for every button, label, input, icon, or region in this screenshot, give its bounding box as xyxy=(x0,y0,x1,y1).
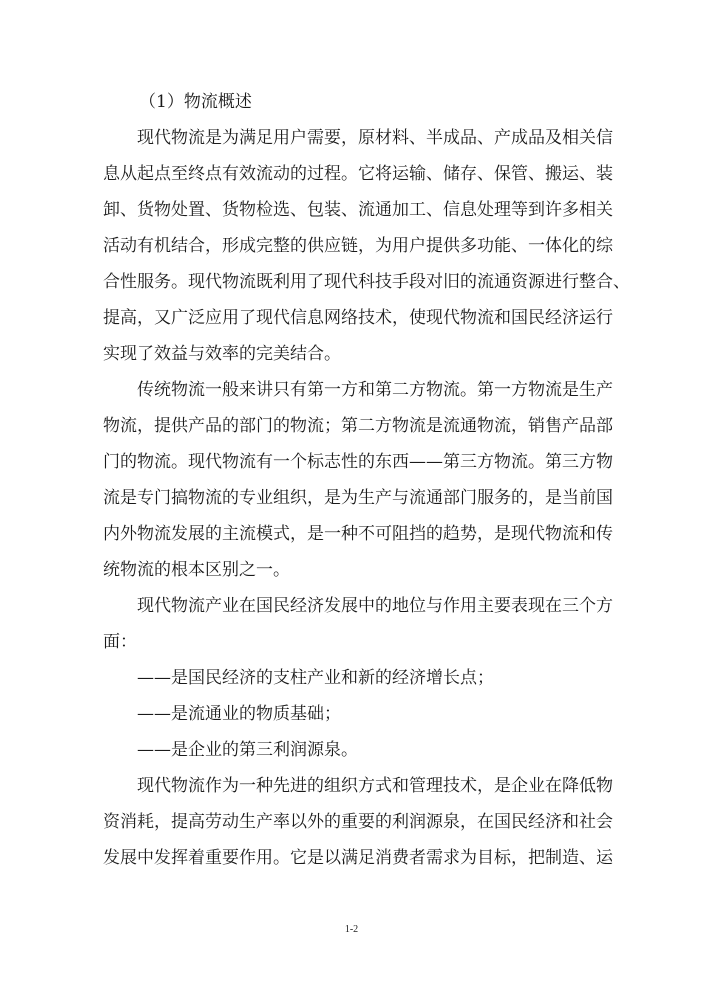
section-heading: （1）物流概述 xyxy=(139,92,252,112)
paragraph-line: 物流，提供产品的部门的物流；第二方物流是流通物流，销售产品部 xyxy=(103,416,613,436)
paragraph-line: 流是专门搞物流的专业组织，是为生产与流通部门服务的，是当前国 xyxy=(103,488,613,508)
paragraph-line: 提高，又广泛应用了现代信息网络技术，使现代物流和国民经济运行 xyxy=(103,308,613,328)
paragraph-line: 门的物流。现代物流有一个标志性的东西——第三方物流。第三方物 xyxy=(103,452,613,472)
paragraph-line: 现代物流是为满足用户需要，原材料、半成品、产成品及相关信 xyxy=(137,128,613,148)
paragraph-line: 资消耗，提高劳动生产率以外的重要的利润源泉，在国民经济和社会 xyxy=(103,812,613,832)
page-number: 1-2 xyxy=(344,924,359,935)
list-item: ——是企业的第三利润源泉。 xyxy=(137,740,358,760)
paragraph-line: 统物流的根本区别之一。 xyxy=(103,560,290,580)
paragraph-line: 合性服务。现代物流既利用了现代科技手段对旧的流通资源进行整合、 xyxy=(103,272,630,292)
paragraph-line: 活动有机结合，形成完整的供应链，为用户提供多功能、一体化的综 xyxy=(103,236,613,256)
list-item: ——是国民经济的支柱产业和新的经济增长点； xyxy=(137,668,494,688)
list-item: ——是流通业的物质基础； xyxy=(137,704,341,724)
paragraph-line: 发展中发挥着重要作用。它是以满足消费者需求为目标，把制造、运 xyxy=(103,848,613,868)
paragraph-line: 实现了效益与效率的完美结合。 xyxy=(103,344,341,364)
paragraph-line: 息从起点至终点有效流动的过程。它将运输、储存、保管、搬运、装 xyxy=(103,164,613,184)
paragraph-line: 面： xyxy=(103,632,137,652)
paragraph-line: 内外物流发展的主流模式，是一种不可阻挡的趋势，是现代物流和传 xyxy=(103,524,613,544)
paragraph-line: 传统物流一般来讲只有第一方和第二方物流。第一方物流是生产 xyxy=(137,380,613,400)
paragraph-line: 卸、货物处置、货物检选、包装、流通加工、信息处理等到许多相关 xyxy=(103,200,613,220)
paragraph-line: 现代物流产业在国民经济发展中的地位与作用主要表现在三个方 xyxy=(137,596,613,616)
paragraph-line: 现代物流作为一种先进的组织方式和管理技术，是企业在降低物 xyxy=(137,776,613,796)
